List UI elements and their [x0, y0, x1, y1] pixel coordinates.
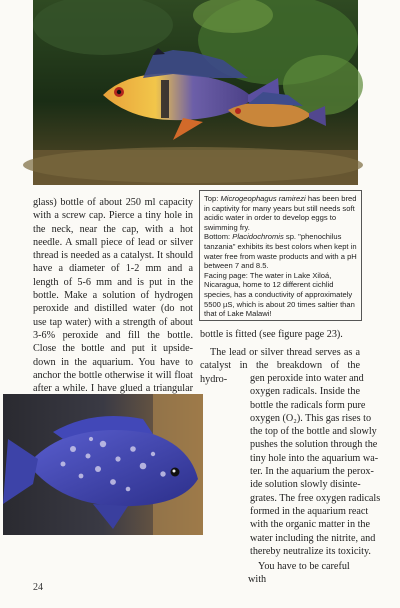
- wrapped-line: ide solution slowly disinte-: [250, 479, 361, 491]
- photo-caption-box: [199, 190, 362, 321]
- caption-top-label: Top:: [204, 194, 219, 203]
- body-text-right-last-line: You have to be careful with: [248, 561, 350, 586]
- placidochromis-image: [3, 394, 203, 535]
- photo-placidochromis: [3, 394, 203, 535]
- wrapped-line: grates. The free oxygen radicals: [250, 492, 381, 504]
- wrapped-line: ter. In the aquarium the perox-: [250, 466, 374, 478]
- wrapped-line: thereby neutralize its toxicity.: [250, 545, 371, 557]
- body-text-right-paragraph-start: The lead or silver thread serves as a catalyst in the breakdown of the hydro-: [200, 347, 360, 385]
- caption-top-species: Microgeophagus ramirezi: [220, 194, 306, 203]
- caption-bottom-label: Bottom:: [204, 232, 231, 242]
- body-text-right-wrapped: [250, 372, 381, 558]
- caption-facing-page: Facing page: The water in Lake Xiloá, Nicaragua, home to 12 different cichlid species, has a conductivity of approximately 5500 µS, which is about 20 times saltier than that of Lake Malawi!: [204, 270, 355, 319]
- wrapped-line: water including the nitrite, and: [250, 532, 376, 544]
- wrapped-line: oxygen radicals. Inside the: [250, 386, 360, 398]
- wrapped-line: formed in the aquarium react: [250, 505, 369, 517]
- caption-bottom-species: Placidochromis: [232, 232, 284, 242]
- wrapped-line: bottle the radicals form pure: [250, 399, 366, 411]
- caption-top: [204, 194, 357, 232]
- page-number: 24: [33, 582, 43, 593]
- wrapped-line: gen peroxide into water and: [250, 373, 364, 384]
- ram-cichlid-image: [33, 0, 358, 185]
- caption-bottom: [204, 232, 357, 270]
- wrapped-line: oxygen (O₂). This gas rises to: [250, 412, 372, 424]
- wrapped-line: tiny hole into the aquarium wa-: [250, 452, 379, 464]
- caption-bottom-text: sp. "phenochilus tanzania" exhibits its best colors when kept in water free from waste products and with a pH between 7 and 8.5.: [204, 232, 357, 271]
- body-text-left-column: glass) bottle of about 250 ml capacity with a screw cap. Pierce a tiny hole in the neck, near the cap, with a hot needle. A small piece of lead or silver thread is needed as a catalyst. It should have a diameter of 1-2 mm and a length of 5-6 mm and is put in the bottle. Make a solution of hydrogen peroxide and distilled water (do not use tap water) with a strength of about 3-6% peroxide and fill the bottle. Close the bottle and put it upside-down in the aquarium. You have to anchor the bottle otherwise it will float after a while. I have glued a triangular: [33, 197, 193, 395]
- caption-top-text: has been bred in captivity for many years but still needs soft acidic water in order to develop eggs to swimming fry.: [204, 194, 357, 232]
- wrapped-line: pushes the solution through the: [250, 439, 378, 451]
- wrapped-line: with the organic matter in the: [250, 519, 371, 531]
- body-text-right-first-line: bottle is fitted (see figure page 23).: [200, 329, 343, 340]
- photo-ram-cichlid: [33, 0, 358, 185]
- wrapped-line: the top of the bottle and slowly: [250, 426, 377, 438]
